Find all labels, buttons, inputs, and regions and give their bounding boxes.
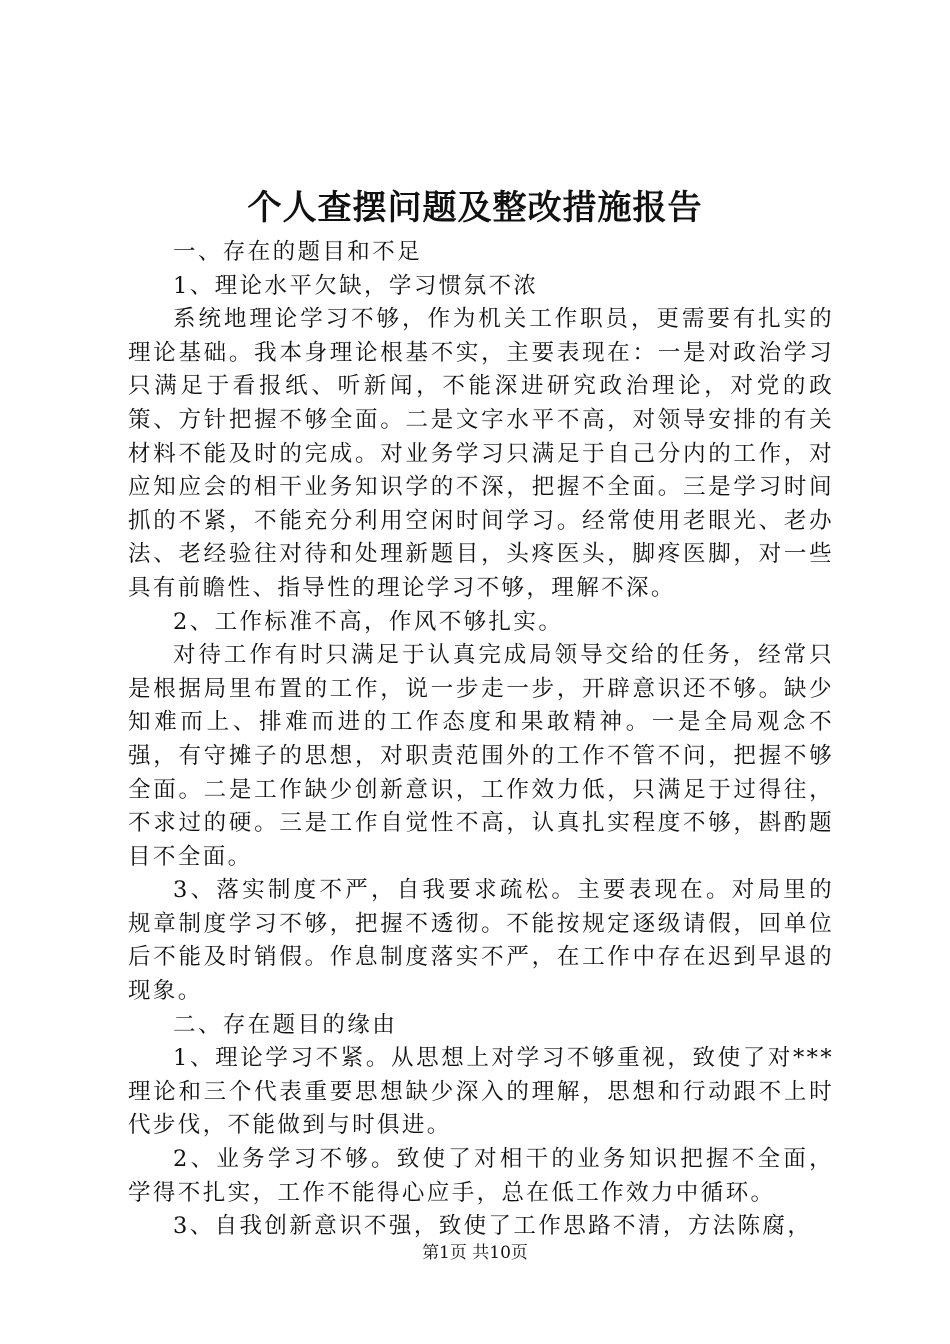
body-paragraph: 系统地理论学习不够，作为机关工作职员，更需要有扎实的理论基础。我本身理论根基不实，主要表现在：一是对政治学习只满足于看报纸、听新闻，不能深进研究政治理论，对党的政策、方针把握不够全面。二是文字水平不高，对领导安排的有关材料不能及时的完成。对业务学习只满足于自己分内的工作，对应知应会的相干业务知识学的不深，把握不全面。三是学习时间抓的不紧，不能充分利用空闲时间学习。经常使用老眼光、老办法、老经验往对待和处理新题目，头疼医头，脚疼医脚，对一些具有前瞻性、指导性的理论学习不够，理解不深。: [128, 306, 834, 601]
body-paragraph: 1、理论学习不紧。从思想上对学习不够重视，致使了对***理论和三个代表重要思想缺少深入的理解，思想和行动跟不上时代步伐，不能做到与时俱进。: [128, 1045, 834, 1139]
subsection-heading: 2、工作标准不高，作风不够扎实。: [173, 608, 564, 635]
body-paragraph: 3、自我创新意识不强，致使了工作思路不清，方法陈腐，: [173, 1213, 813, 1240]
body-paragraph: 3、落实制度不严，自我要求疏松。主要表现在。对局里的规章制度学习不够，把握不透彻。不能按规定逐级请假，回单位后不能及时销假。作息制度落实不严，在工作中存在迟到早退的现象。: [128, 877, 834, 1005]
section-heading: 一、存在的题目和不足: [173, 239, 423, 265]
document-body: [128, 236, 834, 1244]
document-title: 个人查摆问题及整改措施报告: [247, 188, 703, 228]
section-heading: 二、存在题目的缘由: [173, 1011, 398, 1038]
page-number: 第1页 共10页: [422, 1243, 528, 1263]
body-paragraph: 2、业务学习不够。致使了对相干的业务知识把握不全面，学得不扎实，工作不能得心应手，总在低工作效力中循环。: [128, 1146, 834, 1206]
body-paragraph: 对待工作有时只满足于认真完成局领导交给的任务，经常只是根据局里布置的工作，说一步走一步，开辟意识还不够。缺少知难而上、排难而进的工作态度和果敢精神。一是全局观念不强，有守摊子的思想，对职责范围外的工作不管不问，把握不够全面。二是工作缺少创新意识，工作效力低，只满足于过得往，不求过的硬。三是工作自觉性不高，认真扎实程度不够，斟酌题目不全面。: [128, 642, 834, 870]
subsection-heading: 1、理论水平欠缺，学习惯氛不浓: [173, 272, 539, 299]
